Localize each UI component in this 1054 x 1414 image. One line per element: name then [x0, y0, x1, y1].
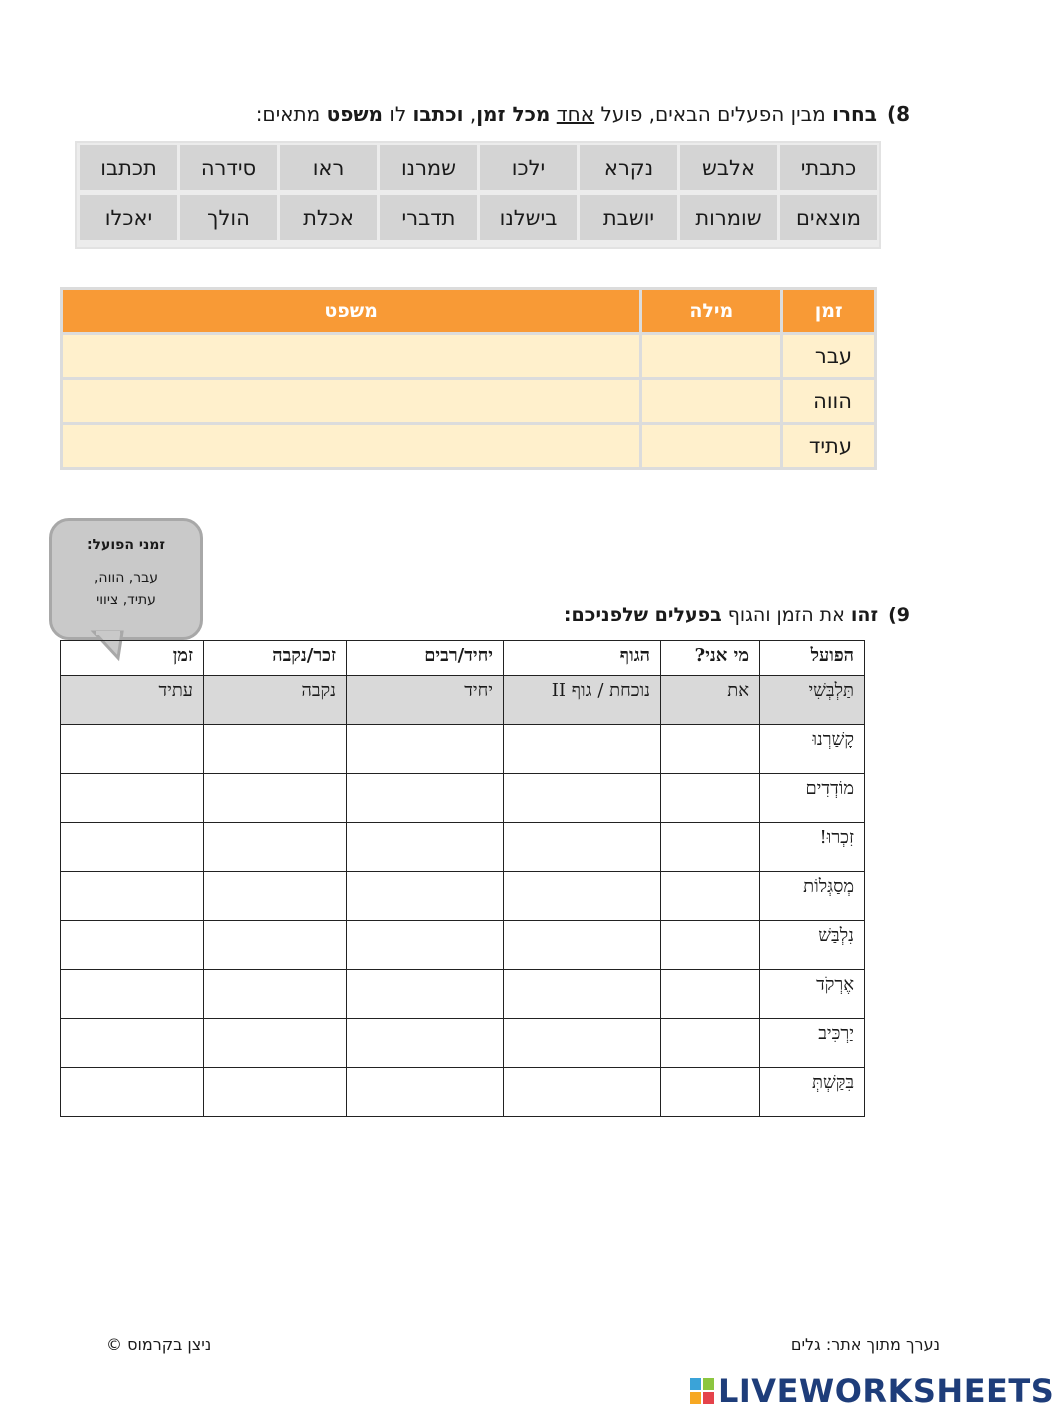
q9-part: את הזמן והגוף — [721, 604, 851, 626]
header-word: מילה — [642, 290, 780, 332]
answer-cell[interactable] — [204, 823, 347, 872]
answer-cell[interactable] — [204, 774, 347, 823]
bubble-title: זמני הפועל: — [86, 537, 166, 553]
table-row — [61, 774, 865, 823]
word-bank-item: אלבש — [680, 145, 777, 190]
person-cell: נוכחת / גוף II — [504, 676, 661, 725]
q9-part: בפעלים שלפניכם — [571, 604, 722, 626]
answer-cell[interactable] — [204, 872, 347, 921]
answer-cell[interactable] — [504, 774, 661, 823]
answer-cell[interactable] — [347, 872, 504, 921]
gender-cell: נקבה — [204, 676, 347, 725]
header-verb: הפועל — [760, 641, 865, 676]
word-input-cell[interactable] — [642, 335, 780, 377]
q8-part: משפט — [326, 102, 384, 126]
header-gender: זכר/נקבה — [204, 641, 347, 676]
table-row — [63, 380, 874, 422]
word-bank-item: אכלת — [280, 195, 377, 240]
word-input-cell[interactable] — [642, 380, 780, 422]
bubble-body — [52, 567, 200, 611]
who-cell: את — [661, 676, 760, 725]
liveworksheets-logo — [690, 1372, 1054, 1410]
word-bank-item: כתבתי — [780, 145, 877, 190]
word-bank-item: ילכו — [480, 145, 577, 190]
table-row — [63, 335, 874, 377]
table-row — [63, 425, 874, 467]
answer-cell[interactable] — [347, 774, 504, 823]
answer-cell[interactable] — [504, 970, 661, 1019]
word-bank-item: תדברי — [380, 195, 477, 240]
live-blocks-icon — [690, 1378, 714, 1404]
table-header-row — [63, 290, 874, 332]
q8-part: מתאים: — [255, 102, 327, 126]
verb-cell: מְסַגְּלוֹת — [760, 872, 865, 921]
word-bank-item: יושבת — [580, 195, 677, 240]
answer-cell[interactable] — [61, 725, 204, 774]
verb-cell: זִכְרוּ! — [760, 823, 865, 872]
answer-cell[interactable] — [347, 1019, 504, 1068]
tense-sentence-table — [60, 287, 877, 470]
verb-cell: יַרְכִּיב — [760, 1019, 865, 1068]
answer-cell[interactable] — [61, 970, 204, 1019]
tense-label: עתיד — [783, 425, 874, 467]
answer-cell[interactable] — [204, 1019, 347, 1068]
question-number: 9) — [888, 604, 910, 626]
answer-cell[interactable] — [347, 823, 504, 872]
tense-label: עבר — [783, 335, 874, 377]
table-row — [61, 1019, 865, 1068]
answer-cell[interactable] — [61, 921, 204, 970]
answer-cell[interactable] — [504, 1019, 661, 1068]
header-tense: זמן — [783, 290, 874, 332]
footer-source: נערך מתוך אתר: גלים — [790, 1335, 940, 1354]
q8-part: וכתבו — [412, 102, 464, 126]
tense-label: הווה — [783, 380, 874, 422]
question-number: 8) — [886, 102, 910, 126]
verb-cell: בִּקַּשְׁתְּ — [760, 1068, 865, 1117]
word-bank-item: סידרה — [180, 145, 277, 190]
verb-cell: תַּלְבְּשִׁי — [760, 676, 865, 725]
answer-cell[interactable] — [661, 774, 760, 823]
answer-cell[interactable] — [61, 872, 204, 921]
header-tense: זמן — [61, 641, 204, 676]
verb-cell: קָשַׁרְנוּ — [760, 725, 865, 774]
verb-cell: מוֹדְדִים — [760, 774, 865, 823]
word-bank-item: תכתבו — [80, 145, 177, 190]
sentence-input-cell[interactable] — [63, 380, 639, 422]
answer-cell[interactable] — [347, 921, 504, 970]
word-bank-item: שמרנו — [380, 145, 477, 190]
answer-cell[interactable] — [61, 1068, 204, 1117]
table-header-row — [61, 641, 865, 676]
answer-cell[interactable] — [504, 725, 661, 774]
word-bank-row — [77, 195, 877, 240]
word-bank-item: ראו — [280, 145, 377, 190]
word-bank-item: מוצאים — [780, 195, 877, 240]
answer-cell[interactable] — [504, 823, 661, 872]
table-row — [61, 970, 865, 1019]
header-person: הגוף — [504, 641, 661, 676]
answer-cell[interactable] — [504, 872, 661, 921]
header-number: יחיד/רבים — [347, 641, 504, 676]
question-8-title — [256, 102, 910, 126]
table-row — [61, 823, 865, 872]
q8-part: אחד — [556, 102, 595, 126]
table-row — [61, 872, 865, 921]
word-input-cell[interactable] — [642, 425, 780, 467]
answer-cell[interactable] — [661, 725, 760, 774]
answer-cell[interactable] — [347, 725, 504, 774]
bubble-line: עבר, הווה, — [93, 570, 159, 586]
q8-part: לו — [383, 102, 413, 126]
answer-cell[interactable] — [204, 1068, 347, 1117]
sentence-input-cell[interactable] — [63, 335, 639, 377]
answer-cell[interactable] — [504, 921, 661, 970]
word-bank-item: הולך — [180, 195, 277, 240]
q8-part: מכל זמן — [476, 102, 551, 126]
bubble-line: עתיד, ציווי — [96, 592, 156, 608]
footer-author: ניצן בקרמוס © — [106, 1335, 212, 1354]
answer-cell[interactable] — [204, 725, 347, 774]
word-bank — [75, 141, 881, 249]
answer-cell[interactable] — [347, 1068, 504, 1117]
q8-part: בחרו — [832, 102, 877, 126]
word-bank-item: שומרות — [680, 195, 777, 240]
header-who-am-i: מי אני? — [661, 641, 760, 676]
answer-cell[interactable] — [61, 823, 204, 872]
example-row — [61, 676, 865, 725]
q9-part: : — [563, 604, 572, 626]
verb-analysis-table — [60, 640, 865, 1117]
answer-cell[interactable] — [661, 1068, 760, 1117]
q8-part: מבין הפעלים הבאים, פועל — [594, 102, 833, 126]
answer-cell[interactable] — [504, 1068, 661, 1117]
table-row — [61, 1068, 865, 1117]
tenses-hint-bubble — [49, 518, 203, 640]
tense-cell: עתיד — [61, 676, 204, 725]
question-9-title — [564, 604, 910, 626]
number-cell: יחיד — [347, 676, 504, 725]
table-row — [61, 725, 865, 774]
word-bank-item: בישלנו — [480, 195, 577, 240]
answer-cell[interactable] — [661, 1019, 760, 1068]
q9-part: זהו — [850, 604, 879, 626]
answer-cell[interactable] — [661, 823, 760, 872]
word-bank-item: יאכלו — [80, 195, 177, 240]
answer-cell[interactable] — [61, 1019, 204, 1068]
word-bank-row — [77, 145, 877, 190]
header-sentence: משפט — [63, 290, 639, 332]
word-bank-item: נקרא — [580, 145, 677, 190]
answer-cell[interactable] — [661, 872, 760, 921]
logo-text: LIVEWORKSHEETS — [718, 1372, 1054, 1410]
verb-cell: אֶרְקֹד — [760, 970, 865, 1019]
answer-cell[interactable] — [61, 774, 204, 823]
answer-cell[interactable] — [347, 970, 504, 1019]
answer-cell[interactable] — [661, 970, 760, 1019]
answer-cell[interactable] — [204, 970, 347, 1019]
q8-part: , — [463, 102, 477, 126]
answer-cell[interactable] — [661, 921, 760, 970]
verb-cell: נִלְבַּשׁ — [760, 921, 865, 970]
answer-cell[interactable] — [204, 921, 347, 970]
sentence-input-cell[interactable] — [63, 425, 639, 467]
table-row — [61, 921, 865, 970]
